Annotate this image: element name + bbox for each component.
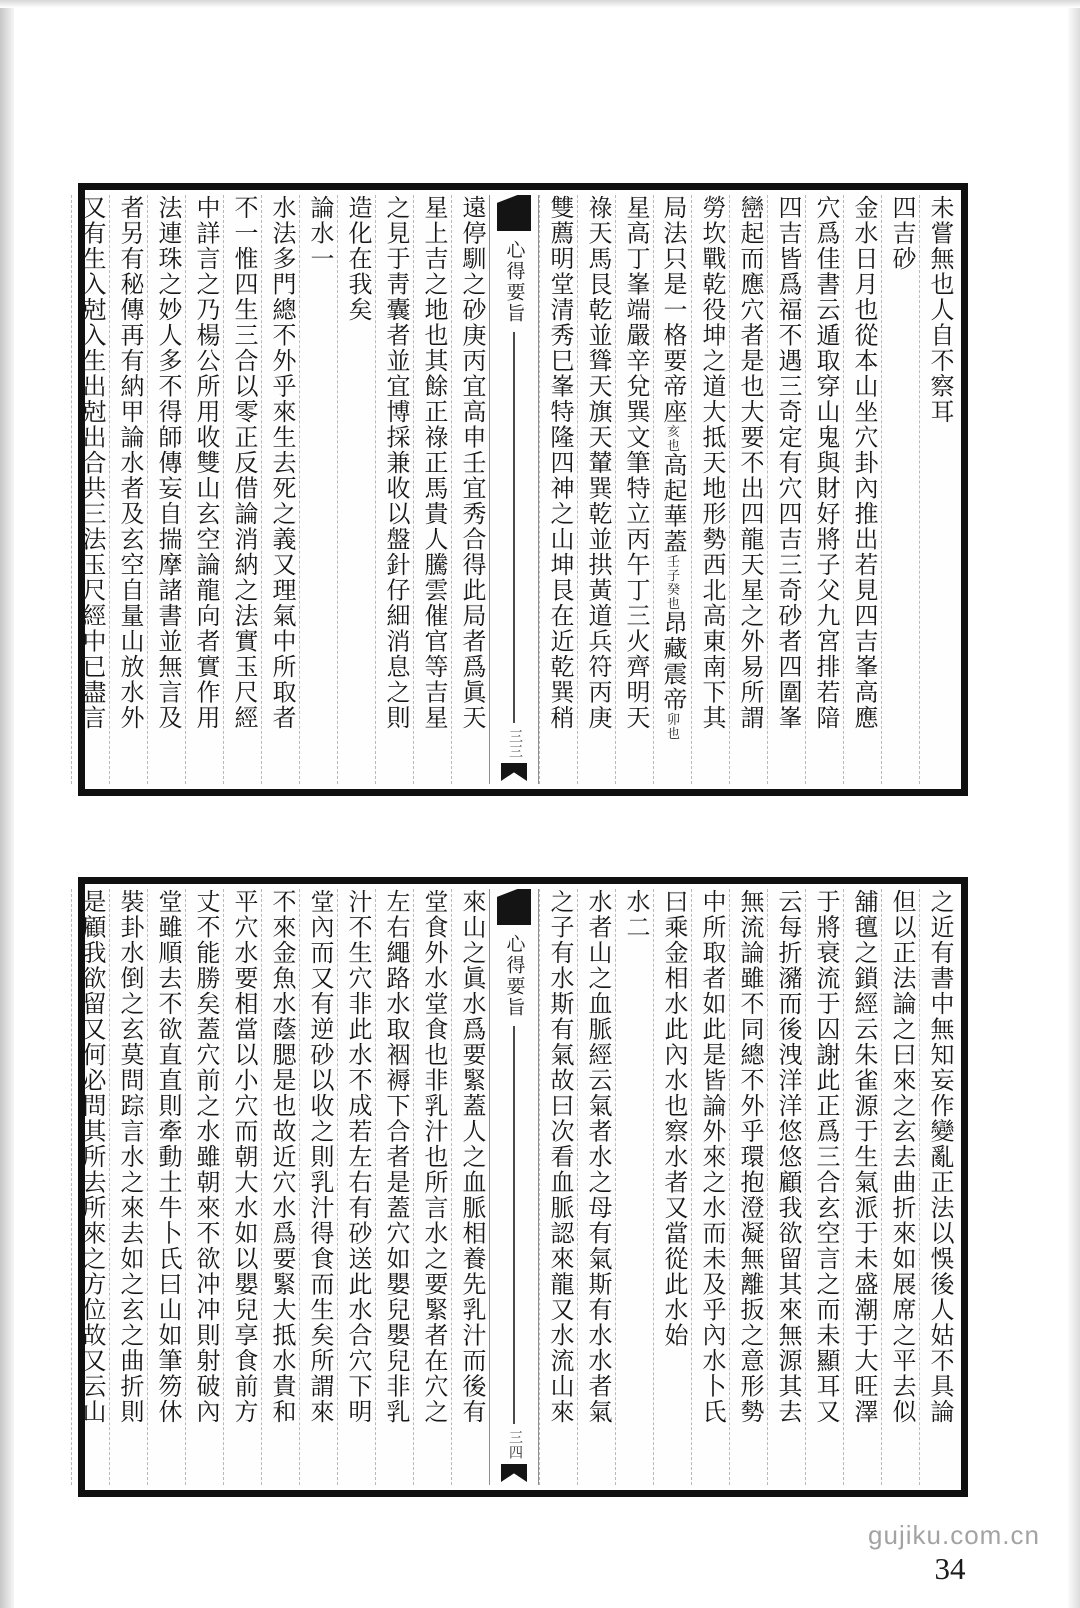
text-column bbox=[71, 195, 109, 784]
fold-ink-bar bbox=[497, 195, 531, 231]
text-column bbox=[539, 195, 577, 784]
column-text: 之子有水斯有氣故曰次看血脈認來龍又水流山來 bbox=[546, 889, 572, 1425]
column-text: 不一惟四生三合以零正反借論消納之法實玉尺經 bbox=[230, 195, 256, 731]
page-bottom bbox=[78, 877, 968, 1497]
column-text: 勞坎戰乾役坤之道大抵天地形勢西北高東南下其 bbox=[698, 195, 724, 731]
column-text: 之見于靑囊者並宜博採兼收以盤針仔細消息之則 bbox=[382, 195, 408, 731]
column-text: 水法多門總不外乎來生去死之義又理氣中所取者 bbox=[268, 195, 294, 731]
column-text: 局法只是一格要帝座 bbox=[659, 195, 685, 425]
fishtail-icon bbox=[501, 1464, 527, 1482]
column-text: 汁不生穴非此水不成若左右有砂送此水合穴下明 bbox=[344, 889, 370, 1425]
text-column bbox=[71, 889, 109, 1485]
column-text: 無流論雖不同總不外乎環抱澄凝無離扳之意形勢 bbox=[736, 889, 762, 1425]
text-column bbox=[185, 195, 223, 784]
text-column bbox=[691, 889, 729, 1485]
text-column bbox=[729, 889, 767, 1485]
column-text: 來山之眞水爲要緊蓋人之血脈相養先乳汁而後有 bbox=[458, 889, 484, 1425]
text-column bbox=[299, 889, 337, 1485]
column-text: 巒起而應穴者是也大要不出四龍天星之外易所謂 bbox=[736, 195, 762, 731]
column-text: 水者山之血脈經云氣者水之母有氣斯有水水者氣 bbox=[584, 889, 610, 1425]
inline-annotation: 卯也 bbox=[665, 712, 680, 741]
text-column bbox=[805, 195, 843, 784]
section-heading-column bbox=[299, 195, 337, 784]
text-column bbox=[375, 889, 413, 1485]
column-text: 造化在我矣 bbox=[344, 195, 370, 323]
text-column bbox=[615, 195, 653, 784]
column-text: 法連珠之妙人多不得師傳妄自揣摩諸書並無言及 bbox=[154, 195, 180, 731]
text-column bbox=[577, 195, 615, 784]
column-text: 左右繩路水取裀褥下合者是蓋穴如嬰兒嬰兒非乳 bbox=[382, 889, 408, 1425]
column-text: 遠停馴之砂庚丙宜高申壬宜秀合得此局者爲眞天 bbox=[458, 195, 484, 731]
column-text: 平穴水要相當以小穴而朝大水如以嬰兒享食前方 bbox=[230, 889, 256, 1425]
text-column bbox=[691, 195, 729, 784]
text-column bbox=[919, 889, 957, 1485]
page-top-columns bbox=[78, 190, 961, 789]
text-column bbox=[805, 889, 843, 1485]
text-column bbox=[451, 195, 489, 784]
text-column bbox=[223, 195, 261, 784]
text-column bbox=[653, 889, 691, 1485]
text-column bbox=[261, 195, 299, 784]
text-column bbox=[843, 195, 881, 784]
section-heading-column bbox=[881, 195, 919, 784]
column-text: 中所取者如此是皆論外來之水而未及乎內水卜氏 bbox=[698, 889, 724, 1425]
column-text: 金水日月也從本山坐穴卦內推出若見四吉峯高應 bbox=[850, 195, 876, 731]
scan-edge-left bbox=[0, 0, 14, 1608]
text-column bbox=[919, 195, 957, 784]
text-column bbox=[147, 889, 185, 1485]
text-column bbox=[729, 195, 767, 784]
column-text: 云每折瀦而後洩洋洋悠悠顧我欲留其來無源其去 bbox=[774, 889, 800, 1425]
inline-annotation: 亥也 bbox=[665, 424, 680, 453]
scan-edge-right bbox=[1068, 0, 1080, 1608]
column-text: 水二 bbox=[622, 889, 648, 940]
column-text: 高起華蓋 bbox=[659, 452, 685, 555]
column-text: 丈不能勝矣蓋穴前之水雖朝來不欲冲冲則射破內 bbox=[192, 889, 218, 1425]
column-text: 曰乘金相水此內水也察水者又當從此水始 bbox=[660, 889, 686, 1348]
column-text: 裝卦水倒之玄莫問踪言水之來去如之玄之曲折則 bbox=[116, 889, 142, 1425]
page-bottom-columns bbox=[78, 884, 961, 1490]
column-text: 不來金魚水蔭腮是也故近穴水爲要緊大抵水貴和 bbox=[268, 889, 294, 1425]
text-column bbox=[539, 889, 577, 1485]
column-text: 舖氊之鎖經云朱雀源于生氣派于未盛潮于大旺澤 bbox=[850, 889, 876, 1425]
column-text: 堂雖順去不欲直直則牽動土牛卜氏曰山如筆笏休 bbox=[154, 889, 180, 1425]
folio-label: 三三 bbox=[507, 729, 522, 759]
column-text: 未嘗無也人自不察耳 bbox=[926, 195, 952, 425]
text-column bbox=[451, 889, 489, 1485]
page-top bbox=[78, 183, 968, 796]
text-column bbox=[147, 195, 185, 784]
column-text: 之近有書中無知妄作變亂正法以悞後人姑不具論 bbox=[926, 889, 952, 1425]
text-column bbox=[223, 889, 261, 1485]
text-column bbox=[767, 195, 805, 784]
text-column bbox=[109, 195, 147, 784]
column-text: 祿天馬艮乾並聳天旗天輦巽乾並拱黃道兵符丙庚 bbox=[584, 195, 610, 731]
column-text: 者另有秘傳再有納甲論水者及玄空自量山放水外 bbox=[116, 195, 142, 731]
text-column bbox=[261, 889, 299, 1485]
page-number: 34 bbox=[934, 1551, 966, 1586]
text-column bbox=[413, 889, 451, 1485]
column-text: 雙薦明堂清秀巳峯特隆四神之山坤艮在近乾巽稍 bbox=[546, 195, 572, 731]
column-text: 四吉皆爲福不遇三奇定有穴四吉三奇砂者四圍峯 bbox=[774, 195, 800, 731]
text-column bbox=[337, 195, 375, 784]
column-text: 于將衰流于囚謝此正爲三合玄空言之而未顯耳又 bbox=[812, 889, 838, 1425]
scan-edge-top bbox=[0, 0, 1080, 8]
text-column bbox=[767, 889, 805, 1485]
text-column bbox=[375, 195, 413, 784]
column-text: 但以正法論之曰來之玄去曲折來如展席之平去似 bbox=[888, 889, 914, 1425]
column-text: 穴爲佳書云遁取穿山鬼與財好將子父九宮排若隌 bbox=[812, 195, 838, 731]
section-heading-column bbox=[615, 889, 653, 1485]
text-column bbox=[653, 195, 691, 784]
column-text: 堂內而又有逆砂以收之則乳汁得食而生矣所謂來 bbox=[306, 889, 332, 1425]
folio-label: 三四 bbox=[507, 1430, 522, 1460]
column-text: 又有生入尅入生出尅出合共三法玉尺經中已盡言 bbox=[78, 195, 104, 731]
center-fold bbox=[489, 195, 539, 784]
fold-center-line bbox=[513, 332, 515, 723]
text-column bbox=[413, 195, 451, 784]
watermark: gujiku.com.cn bbox=[868, 1520, 1040, 1550]
column-text: 中詳言之乃楊公所用收雙山玄空論龍向者實作用 bbox=[192, 195, 218, 731]
fold-title: 心得要旨 bbox=[503, 240, 525, 324]
text-column bbox=[577, 889, 615, 1485]
inline-annotation: 壬子癸也 bbox=[665, 554, 680, 611]
column-text: 星上吉之地也其餘正祿正馬貴人騰雲催官等吉星 bbox=[420, 195, 446, 731]
column-text: 星高丁峯端嚴辛兌巽文筆特立丙午丁三火齊明天 bbox=[622, 195, 648, 731]
text-column bbox=[185, 889, 223, 1485]
text-column bbox=[337, 889, 375, 1485]
text-column bbox=[843, 889, 881, 1485]
column-text: 昂藏震帝 bbox=[659, 610, 685, 713]
column-text: 堂食外水堂食也非乳汁也所言水之要緊者在穴之 bbox=[420, 889, 446, 1425]
column-text: 是顧我欲留又何必問其所去所來之方位故又云山 bbox=[78, 889, 104, 1425]
text-column bbox=[109, 889, 147, 1485]
column-text: 論水一 bbox=[306, 195, 332, 272]
fold-title: 心得要旨 bbox=[503, 934, 525, 1018]
fishtail-icon bbox=[501, 763, 527, 781]
fold-ink-bar bbox=[497, 889, 531, 925]
text-column bbox=[881, 889, 919, 1485]
center-fold bbox=[489, 889, 539, 1485]
fold-center-line bbox=[513, 1026, 515, 1424]
column-text: 四吉砂 bbox=[888, 195, 914, 272]
